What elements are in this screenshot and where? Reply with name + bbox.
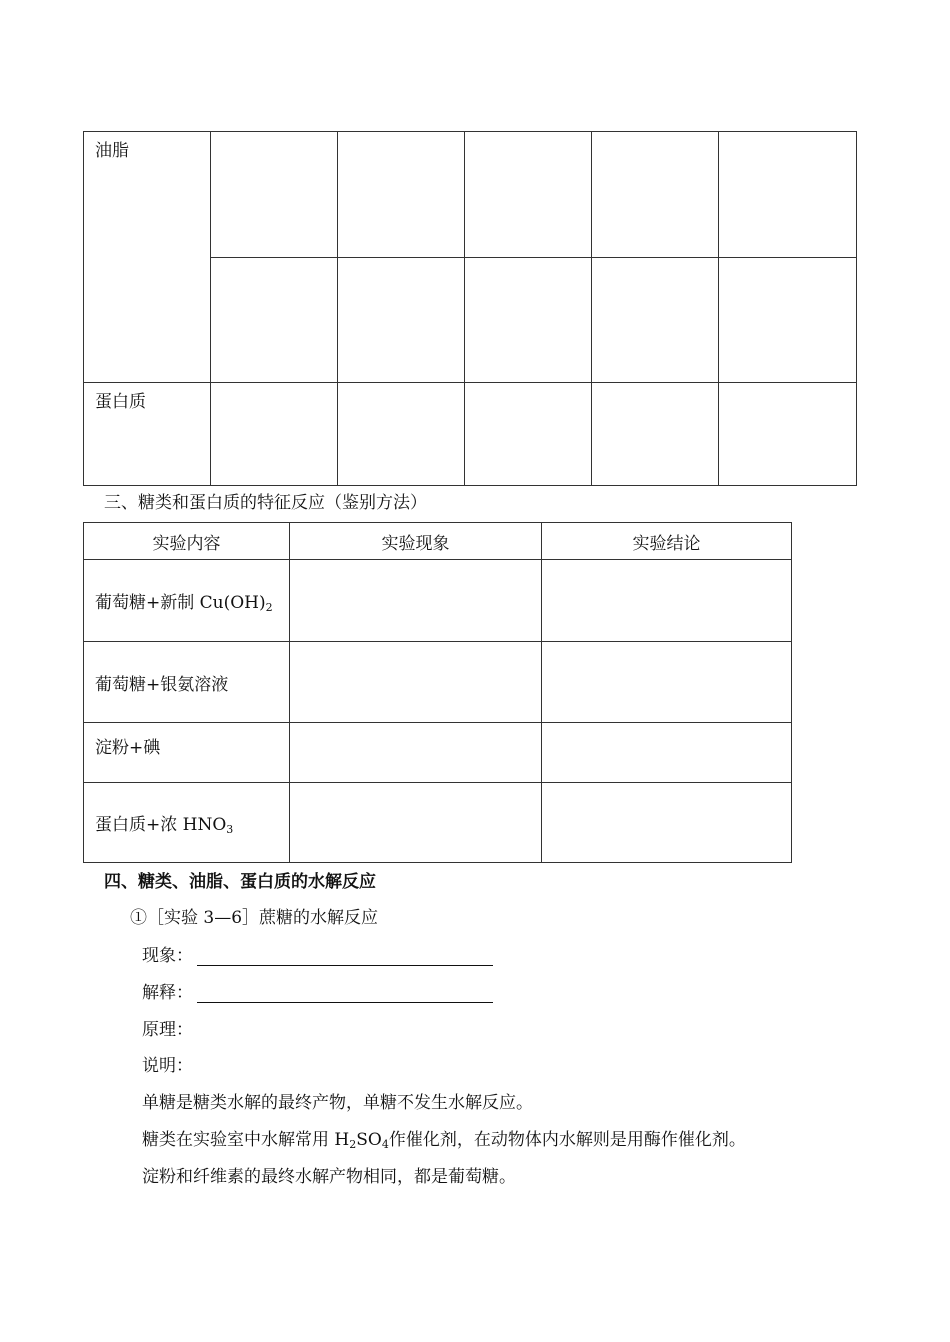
table-cell bbox=[338, 383, 465, 486]
note-1: 单糖是糖类水解的最终产物，单糖不发生水解反应。 bbox=[142, 1093, 533, 1113]
header-content bbox=[84, 523, 290, 560]
table-cell bbox=[719, 132, 857, 258]
table-cell bbox=[542, 642, 792, 723]
section4-heading: 四、糖类、油脂、蛋白质的水解反应 bbox=[104, 872, 376, 892]
note-2-part: SO bbox=[356, 1130, 382, 1150]
note-3: 淀粉和纤维素的最终水解产物相同，都是葡萄糖。 bbox=[142, 1167, 516, 1187]
note-2-part: 作催化剂，在动物体内水解则是用酶作催化剂。 bbox=[388, 1130, 746, 1150]
header-phenomenon-text: 实验现象 bbox=[381, 533, 450, 554]
explanation-line bbox=[142, 978, 493, 1003]
table-cell bbox=[290, 783, 542, 863]
header-content-text: 实验内容 bbox=[152, 533, 221, 554]
row-label-fat-text: 油脂 bbox=[95, 141, 129, 161]
phenomenon-label: 现象： bbox=[142, 946, 193, 966]
principle-label: 原理： bbox=[142, 1020, 193, 1040]
subscript: 3 bbox=[226, 822, 234, 836]
note-2-part: 糖类在实验室中水解常用 H bbox=[142, 1130, 350, 1150]
table-cell bbox=[592, 258, 719, 383]
table-cell bbox=[542, 783, 792, 863]
row-label-protein-text: 蛋白质 bbox=[95, 392, 146, 412]
table-cell bbox=[592, 383, 719, 486]
row-label-protein bbox=[84, 383, 211, 486]
explanation-blank[interactable] bbox=[197, 984, 493, 1003]
reaction-table bbox=[83, 522, 792, 863]
header-phenomenon bbox=[290, 523, 542, 560]
subscript: 4 bbox=[381, 1138, 389, 1151]
row-glucose-cuoh2 bbox=[84, 560, 290, 642]
subscript: 2 bbox=[265, 600, 273, 614]
header-conclusion bbox=[542, 523, 792, 560]
nutrient-table bbox=[83, 131, 857, 486]
table-cell bbox=[290, 723, 542, 783]
note-label: 说明： bbox=[142, 1056, 193, 1076]
table-cell bbox=[290, 642, 542, 723]
row-label: 葡萄糖+新制 Cu(OH) bbox=[95, 592, 266, 613]
table-cell bbox=[542, 560, 792, 642]
table-cell bbox=[465, 383, 592, 486]
row-label: 淀粉+碘 bbox=[95, 738, 161, 758]
row-label: 葡萄糖+银氨溶液 bbox=[95, 674, 229, 695]
table-cell bbox=[465, 258, 592, 383]
section3-heading: 三、糖类和蛋白质的特征反应（鉴别方法） bbox=[104, 493, 427, 513]
table-cell bbox=[719, 258, 857, 383]
note-2 bbox=[142, 1125, 746, 1151]
table-cell bbox=[211, 383, 338, 486]
subscript: 2 bbox=[349, 1138, 357, 1151]
row-label: 蛋白质+浓 HNO bbox=[95, 814, 227, 835]
table-cell bbox=[465, 132, 592, 258]
header-conclusion-text: 实验结论 bbox=[632, 533, 701, 554]
row-starch-iodine bbox=[84, 723, 290, 783]
row-label-fat bbox=[84, 132, 211, 383]
table-cell bbox=[338, 258, 465, 383]
explanation-label: 解释： bbox=[142, 983, 193, 1003]
phenomenon-line bbox=[142, 941, 493, 966]
experiment-title: ①［实验 3—6］蔗糖的水解反应 bbox=[130, 908, 379, 928]
table-cell bbox=[338, 132, 465, 258]
table-cell bbox=[211, 258, 338, 383]
row-glucose-silver bbox=[84, 642, 290, 723]
phenomenon-blank[interactable] bbox=[197, 947, 493, 966]
table-cell bbox=[592, 132, 719, 258]
table-cell bbox=[719, 383, 857, 486]
table-cell bbox=[542, 723, 792, 783]
table-cell bbox=[290, 560, 542, 642]
row-protein-hno3 bbox=[84, 783, 290, 863]
table-cell bbox=[211, 132, 338, 258]
